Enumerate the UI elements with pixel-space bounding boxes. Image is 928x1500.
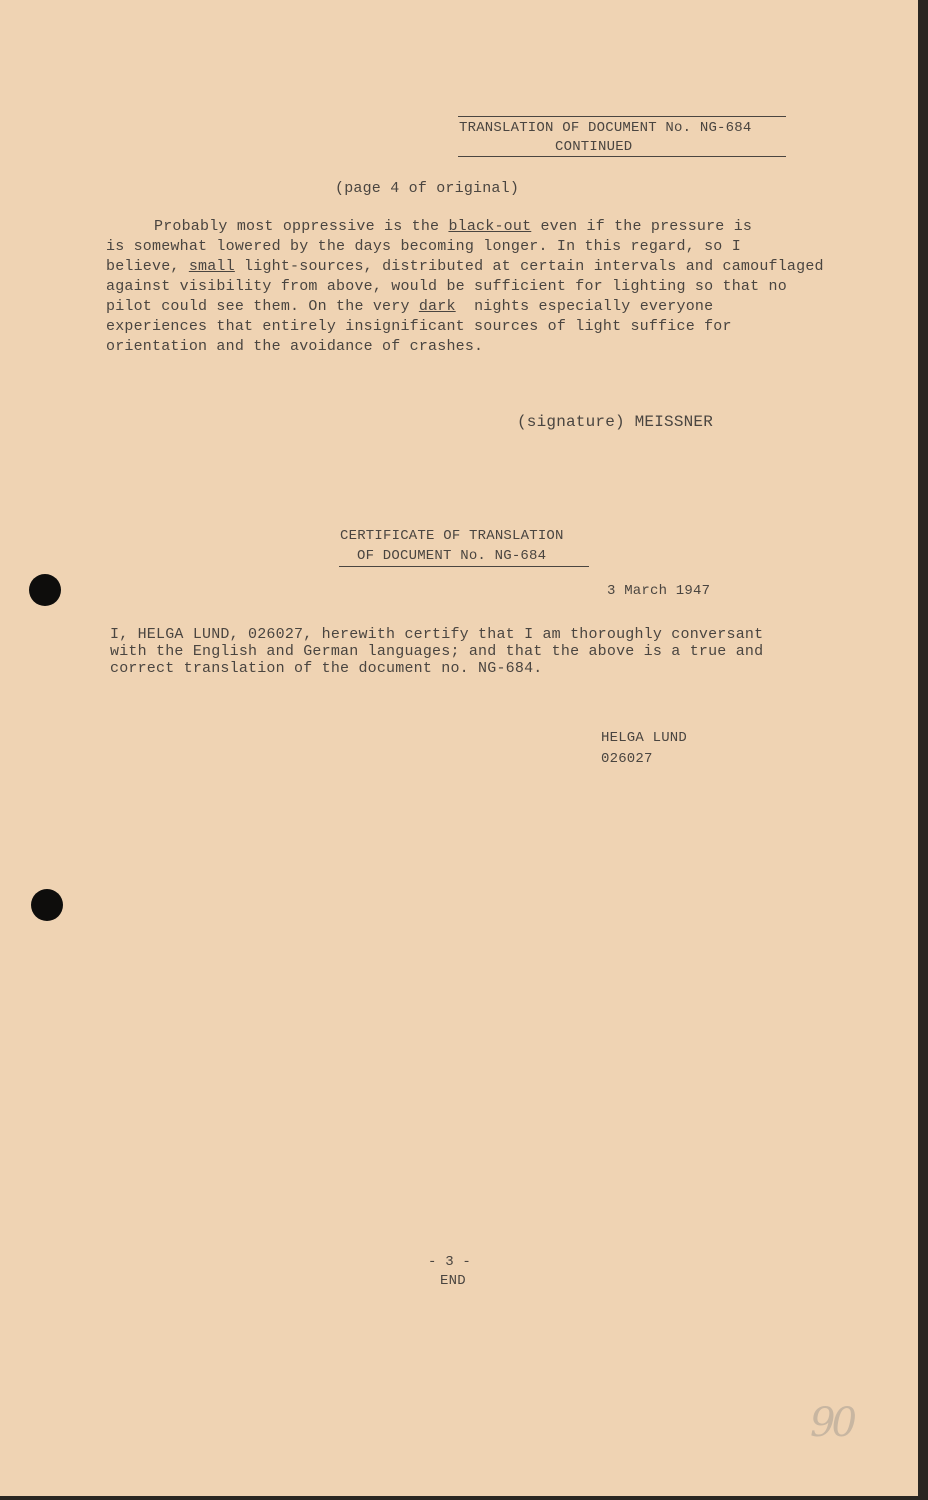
certificate-line-3: correct translation of the document no. NG-684. [110, 660, 543, 677]
handwritten-page-mark: 90 [810, 1400, 853, 1446]
header-bottom-rule [458, 156, 786, 157]
body-line-5: pilot could see them. On the very dark nights especially everyone [106, 298, 714, 315]
page-number: - 3 - [428, 1254, 472, 1270]
body-line-4: against visibility from above, would be sufficient for lighting so that no [106, 278, 787, 295]
translator-number: 026027 [601, 751, 653, 767]
page-reference: (page 4 of original) [335, 180, 520, 197]
certificate-subtitle: OF DOCUMENT No. NG-684 [357, 548, 547, 564]
header-top-rule [458, 116, 786, 117]
punch-hole-upper [29, 574, 61, 606]
body-line-3: believe, small light-sources, distributed at certain intervals and camouflaged [106, 258, 824, 275]
certificate-rule [339, 566, 589, 567]
punch-hole-lower [31, 889, 63, 921]
end-mark: END [440, 1273, 466, 1289]
signature: (signature) MEISSNER [517, 413, 714, 431]
header-continued: CONTINUED [555, 139, 633, 155]
certificate-date: 3 March 1947 [607, 583, 711, 599]
certificate-title: CERTIFICATE OF TRANSLATION [340, 528, 564, 544]
translator-name: HELGA LUND [601, 730, 688, 746]
body-line-1: Probably most oppressive is the black-out even if the pressure is [154, 218, 753, 235]
certificate-line-1: I, HELGA LUND, 026027, herewith certify that I am thoroughly conversant [110, 626, 764, 643]
body-line-7: orientation and the avoidance of crashes. [106, 338, 484, 355]
certificate-line-2: with the English and German languages; and that the above is a true and [110, 643, 764, 660]
body-line-2: is somewhat lowered by the days becoming longer. In this regard, so I [106, 238, 741, 255]
header-title: TRANSLATION OF DOCUMENT No. NG-684 [459, 120, 752, 136]
scan-edge [918, 0, 928, 1500]
body-line-6: experiences that entirely insignificant sources of light suffice for [106, 318, 732, 335]
